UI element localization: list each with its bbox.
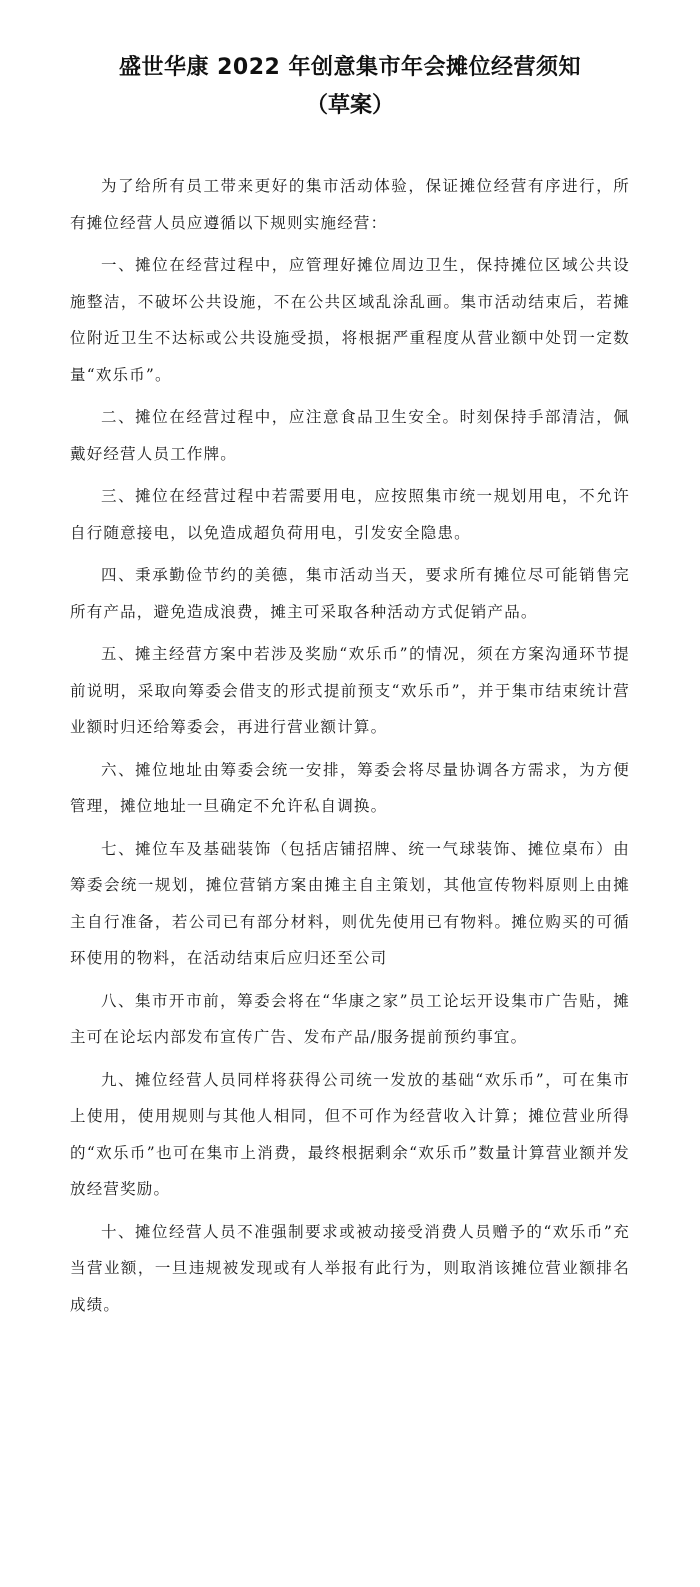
rule-1-paragraph: 一、摊位在经营过程中，应管理好摊位周边卫生，保持摊位区域公共设施整洁，不破坏公共设施，不在公共区域乱涂乱画。集市活动结束后，若摊位附近卫生不达标或公共设施受损，将根据严重程度从营业额中处罚一定数量“欢乐币”。	[70, 256, 630, 384]
document-title: 盛世华康 2022 年创意集市年会摊位经营须知	[118, 55, 582, 80]
rule-8-paragraph: 八、集市开市前，筹委会将在“华康之家”员工论坛开设集市广告贴，摊主可在论坛内部发布宣传广告、发布产品/服务提前预约事宜。	[70, 991, 630, 1046]
document-body	[70, 168, 630, 1323]
rule-5-paragraph: 五、摊主经营方案中若涉及奖励“欢乐币”的情况，须在方案沟通环节提前说明，采取向筹委会借支的形式提前预支“欢乐币”，并于集市结束统计营业额时归还给筹委会，再进行营业额计算。	[70, 645, 630, 736]
rule-7-paragraph: 七、摊位车及基础装饰（包括店铺招牌、统一气球装饰、摊位桌布）由筹委会统一规划，摊位营销方案由摊主自主策划，其他宣传物料原则上由摊主自行准备，若公司已有部分材料，则优先使用已有物料。摊位购买的可循环使用的物料，在活动结束后应归还至公司	[70, 839, 630, 967]
rule-2-paragraph: 二、摊位在经营过程中，应注意食品卫生安全。时刻保持手部清洁，佩戴好经营人员工作牌。	[70, 408, 630, 463]
document-subtitle: （草案）	[305, 93, 394, 118]
rule-9-paragraph: 九、摊位经营人员同样将获得公司统一发放的基础“欢乐币”，可在集市上使用，使用规则与其他人相同，但不可作为经营收入计算；摊位营业所得的“欢乐币”也可在集市上消费，最终根据剩余“欢乐币”数量计算营业额并发放经营奖励。	[70, 1070, 630, 1198]
rule-10-paragraph: 十、摊位经营人员不准强制要求或被动接受消费人员赠予的“欢乐币”充当营业额，一旦违规被发现或有人举报有此行为，则取消该摊位营业额排名成绩。	[70, 1222, 630, 1314]
intro-paragraph: 为了给所有员工带来更好的集市活动体验，保证摊位经营有序进行，所有摊位经营人员应遵循以下规则实施经营：	[70, 177, 630, 232]
rule-4-paragraph: 四、秉承勤俭节约的美德，集市活动当天，要求所有摊位尽可能销售完所有产品，避免造成浪费，摊主可采取各种活动方式促销产品。	[70, 566, 630, 621]
rule-6-paragraph: 六、摊位地址由筹委会统一安排，筹委会将尽量协调各方需求，为方便管理，摊位地址一旦确定不允许私自调换。	[70, 760, 630, 815]
rule-3-paragraph: 三、摊位在经营过程中若需要用电，应按照集市统一规划用电，不允许自行随意接电，以免造成超负荷用电，引发安全隐患。	[70, 487, 630, 542]
